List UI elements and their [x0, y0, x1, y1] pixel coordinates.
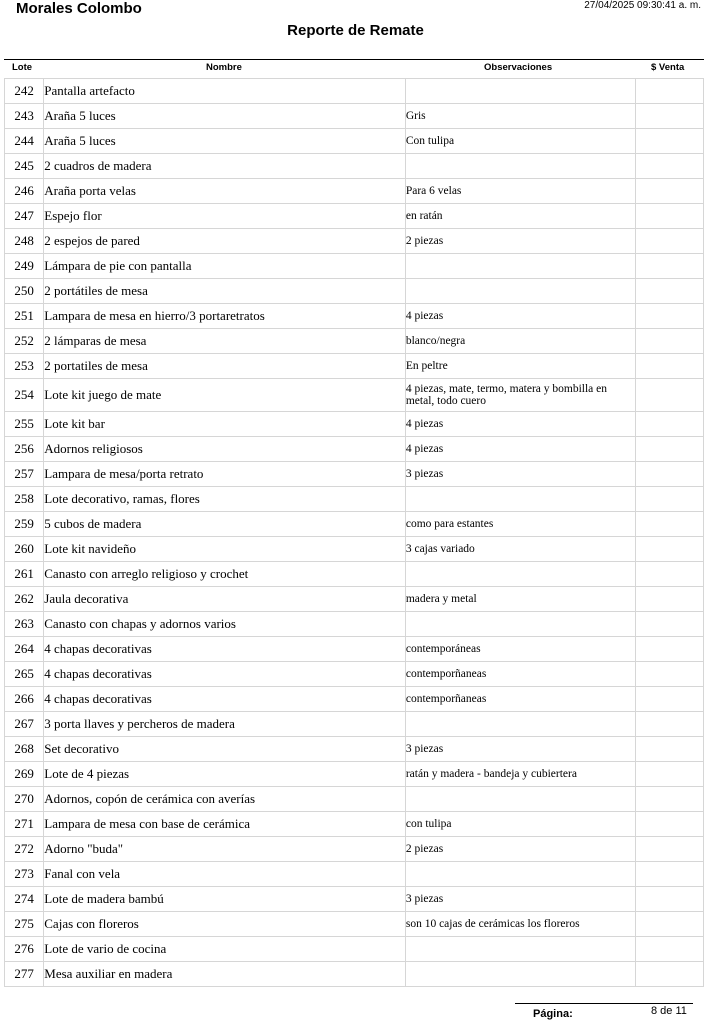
- lote-cell: 259: [5, 512, 44, 537]
- table-row: [5, 737, 704, 762]
- lote-cell: 272: [5, 837, 44, 862]
- venta-cell: [636, 329, 704, 354]
- lote-cell: 247: [5, 204, 44, 229]
- observaciones-cell: 3 piezas: [405, 462, 636, 487]
- lote-cell: 252: [5, 329, 44, 354]
- nombre-cell: Lote kit bar: [44, 412, 406, 437]
- lote-cell: 258: [5, 487, 44, 512]
- venta-cell: [636, 179, 704, 204]
- nombre-cell: Lote de 4 piezas: [44, 762, 406, 787]
- nombre-cell: 3 porta llaves y percheros de madera: [44, 712, 406, 737]
- observaciones-cell: 3 cajas variado: [405, 537, 636, 562]
- lote-cell: 266: [5, 687, 44, 712]
- nombre-cell: Adornos, copón de cerámica con averías: [44, 787, 406, 812]
- table-row: [5, 787, 704, 812]
- observaciones-cell: son 10 cajas de cerámicas los floreros: [405, 912, 636, 937]
- nombre-cell: Jaula decorativa: [44, 587, 406, 612]
- venta-cell: [636, 104, 704, 129]
- table-row: [5, 937, 704, 962]
- observaciones-cell: con tulipa: [405, 812, 636, 837]
- nombre-cell: Pantalla artefacto: [44, 79, 406, 104]
- venta-cell: [636, 79, 704, 104]
- venta-cell: [636, 887, 704, 912]
- lote-cell: 256: [5, 437, 44, 462]
- page-label: Página:: [533, 1008, 573, 1020]
- table-row: [5, 104, 704, 129]
- table-row: [5, 862, 704, 887]
- nombre-cell: 4 chapas decorativas: [44, 687, 406, 712]
- observaciones-cell: 3 piezas: [405, 887, 636, 912]
- observaciones-cell: [405, 79, 636, 104]
- table-row: [5, 204, 704, 229]
- venta-cell: [636, 812, 704, 837]
- lote-cell: 245: [5, 154, 44, 179]
- observaciones-cell: blanco/negra: [405, 329, 636, 354]
- table-row: [5, 837, 704, 862]
- venta-cell: [636, 912, 704, 937]
- table-row: [5, 412, 704, 437]
- table-row: [5, 812, 704, 837]
- lote-cell: 248: [5, 229, 44, 254]
- lote-cell: 273: [5, 862, 44, 887]
- table-row: [5, 562, 704, 587]
- table-row: [5, 437, 704, 462]
- observaciones-cell: [405, 712, 636, 737]
- nombre-cell: Lampara de mesa/porta retrato: [44, 462, 406, 487]
- observaciones-cell: [405, 487, 636, 512]
- observaciones-cell: [405, 562, 636, 587]
- header-divider: [4, 59, 704, 60]
- venta-cell: [636, 279, 704, 304]
- table-row: [5, 637, 704, 662]
- lote-cell: 261: [5, 562, 44, 587]
- lote-cell: 249: [5, 254, 44, 279]
- venta-cell: [636, 129, 704, 154]
- venta-cell: [636, 204, 704, 229]
- venta-cell: [636, 737, 704, 762]
- table-row: [5, 129, 704, 154]
- observaciones-cell: 4 piezas, mate, termo, matera y bombilla en metal, todo cuero: [405, 379, 636, 412]
- table-row: [5, 662, 704, 687]
- lote-cell: 250: [5, 279, 44, 304]
- table-row: [5, 354, 704, 379]
- lote-cell: 260: [5, 537, 44, 562]
- observaciones-cell: contemporáneas: [405, 637, 636, 662]
- venta-cell: [636, 304, 704, 329]
- venta-cell: [636, 354, 704, 379]
- table-row: [5, 179, 704, 204]
- observaciones-cell: [405, 612, 636, 637]
- table-row: [5, 379, 704, 412]
- nombre-cell: Adorno "buda": [44, 837, 406, 862]
- lote-cell: 255: [5, 412, 44, 437]
- nombre-cell: 2 cuadros de madera: [44, 154, 406, 179]
- lote-cell: 264: [5, 637, 44, 662]
- lote-cell: 276: [5, 937, 44, 962]
- table-row: [5, 762, 704, 787]
- nombre-cell: 2 lámparas de mesa: [44, 329, 406, 354]
- observaciones-cell: [405, 254, 636, 279]
- nombre-cell: Lampara de mesa en hierro/3 portaretratos: [44, 304, 406, 329]
- venta-cell: [636, 712, 704, 737]
- venta-cell: [636, 787, 704, 812]
- nombre-cell: Lampara de mesa con base de cerámica: [44, 812, 406, 837]
- observaciones-cell: 4 piezas: [405, 412, 636, 437]
- lote-cell: 257: [5, 462, 44, 487]
- nombre-cell: 4 chapas decorativas: [44, 662, 406, 687]
- venta-cell: [636, 537, 704, 562]
- nombre-cell: 5 cubos de madera: [44, 512, 406, 537]
- observaciones-cell: 4 piezas: [405, 437, 636, 462]
- table-row: [5, 512, 704, 537]
- nombre-cell: Lote decorativo, ramas, flores: [44, 487, 406, 512]
- observaciones-cell: como para estantes: [405, 512, 636, 537]
- nombre-cell: Fanal con vela: [44, 862, 406, 887]
- venta-cell: [636, 662, 704, 687]
- lote-cell: 271: [5, 812, 44, 837]
- lote-cell: 251: [5, 304, 44, 329]
- venta-cell: [636, 612, 704, 637]
- lote-cell: 265: [5, 662, 44, 687]
- observaciones-cell: [405, 937, 636, 962]
- lote-cell: 262: [5, 587, 44, 612]
- nombre-cell: Lote kit juego de mate: [44, 379, 406, 412]
- observaciones-cell: madera y metal: [405, 587, 636, 612]
- venta-cell: [636, 637, 704, 662]
- table-row: [5, 687, 704, 712]
- observaciones-cell: Gris: [405, 104, 636, 129]
- lote-cell: 253: [5, 354, 44, 379]
- nombre-cell: 2 portatiles de mesa: [44, 354, 406, 379]
- nombre-cell: Mesa auxiliar en madera: [44, 962, 406, 987]
- page-number: 8 de 11: [651, 1005, 687, 1017]
- venta-cell: [636, 962, 704, 987]
- observaciones-cell: 3 piezas: [405, 737, 636, 762]
- nombre-cell: Canasto con arreglo religioso y crochet: [44, 562, 406, 587]
- lote-cell: 274: [5, 887, 44, 912]
- observaciones-cell: Para 6 velas: [405, 179, 636, 204]
- observaciones-cell: [405, 787, 636, 812]
- venta-cell: [636, 862, 704, 887]
- observaciones-cell: Con tulipa: [405, 129, 636, 154]
- nombre-cell: Set decorativo: [44, 737, 406, 762]
- nombre-cell: Lote de madera bambú: [44, 887, 406, 912]
- table-row: [5, 329, 704, 354]
- venta-cell: [636, 462, 704, 487]
- table-row: [5, 462, 704, 487]
- venta-cell: [636, 487, 704, 512]
- venta-cell: [636, 512, 704, 537]
- observaciones-cell: ratán y madera - bandeja y cubiertera: [405, 762, 636, 787]
- footer-divider: [515, 1003, 693, 1004]
- table-row: [5, 79, 704, 104]
- venta-cell: [636, 762, 704, 787]
- nombre-cell: Espejo flor: [44, 204, 406, 229]
- table-row: [5, 537, 704, 562]
- observaciones-cell: [405, 962, 636, 987]
- venta-cell: [636, 229, 704, 254]
- table-row: [5, 962, 704, 987]
- nombre-cell: Araña 5 luces: [44, 104, 406, 129]
- nombre-cell: Lote kit navideño: [44, 537, 406, 562]
- lote-cell: 242: [5, 79, 44, 104]
- venta-cell: [636, 412, 704, 437]
- column-header-nombre: Nombre: [206, 62, 242, 73]
- column-header-lote: Lote: [12, 62, 33, 73]
- table-row: [5, 304, 704, 329]
- column-header-observaciones: Observaciones: [484, 62, 553, 73]
- venta-cell: [636, 587, 704, 612]
- venta-cell: [636, 254, 704, 279]
- table-row: [5, 612, 704, 637]
- observaciones-cell: en ratán: [405, 204, 636, 229]
- venta-cell: [636, 837, 704, 862]
- nombre-cell: 2 espejos de pared: [44, 229, 406, 254]
- table-row: [5, 229, 704, 254]
- nombre-cell: Adornos religiosos: [44, 437, 406, 462]
- lote-cell: 254: [5, 379, 44, 412]
- nombre-cell: 2 portátiles de mesa: [44, 279, 406, 304]
- observaciones-cell: contemporñaneas: [405, 687, 636, 712]
- lots-table: [4, 78, 704, 987]
- lote-cell: 244: [5, 129, 44, 154]
- nombre-cell: Lámpara de pie con pantalla: [44, 254, 406, 279]
- report-title: Reporte de Remate: [287, 22, 424, 39]
- observaciones-cell: [405, 279, 636, 304]
- table-row: [5, 587, 704, 612]
- column-header-venta: $ Venta: [651, 62, 685, 73]
- report-datetime: 27/04/2025 09:30:41 a. m.: [584, 0, 701, 11]
- nombre-cell: Canasto con chapas y adornos varios: [44, 612, 406, 637]
- observaciones-cell: 2 piezas: [405, 837, 636, 862]
- table-row: [5, 887, 704, 912]
- lote-cell: 268: [5, 737, 44, 762]
- nombre-cell: Cajas con floreros: [44, 912, 406, 937]
- nombre-cell: Araña 5 luces: [44, 129, 406, 154]
- table-row: [5, 254, 704, 279]
- lote-cell: 243: [5, 104, 44, 129]
- observaciones-cell: 4 piezas: [405, 304, 636, 329]
- nombre-cell: 4 chapas decorativas: [44, 637, 406, 662]
- venta-cell: [636, 379, 704, 412]
- lote-cell: 267: [5, 712, 44, 737]
- observaciones-cell: contemporñaneas: [405, 662, 636, 687]
- observaciones-cell: En peltre: [405, 354, 636, 379]
- venta-cell: [636, 562, 704, 587]
- observaciones-cell: [405, 154, 636, 179]
- lote-cell: 246: [5, 179, 44, 204]
- observaciones-cell: 2 piezas: [405, 229, 636, 254]
- lote-cell: 263: [5, 612, 44, 637]
- table-row: [5, 712, 704, 737]
- nombre-cell: Araña porta velas: [44, 179, 406, 204]
- lote-cell: 275: [5, 912, 44, 937]
- table-row: [5, 487, 704, 512]
- observaciones-cell: [405, 862, 636, 887]
- table-row: [5, 279, 704, 304]
- company-name: Morales Colombo: [16, 0, 142, 17]
- table-row: [5, 912, 704, 937]
- lote-cell: 270: [5, 787, 44, 812]
- table-row: [5, 154, 704, 179]
- nombre-cell: Lote de vario de cocina: [44, 937, 406, 962]
- venta-cell: [636, 437, 704, 462]
- lots-table-body: [5, 79, 704, 987]
- venta-cell: [636, 687, 704, 712]
- lote-cell: 269: [5, 762, 44, 787]
- venta-cell: [636, 937, 704, 962]
- lote-cell: 277: [5, 962, 44, 987]
- venta-cell: [636, 154, 704, 179]
